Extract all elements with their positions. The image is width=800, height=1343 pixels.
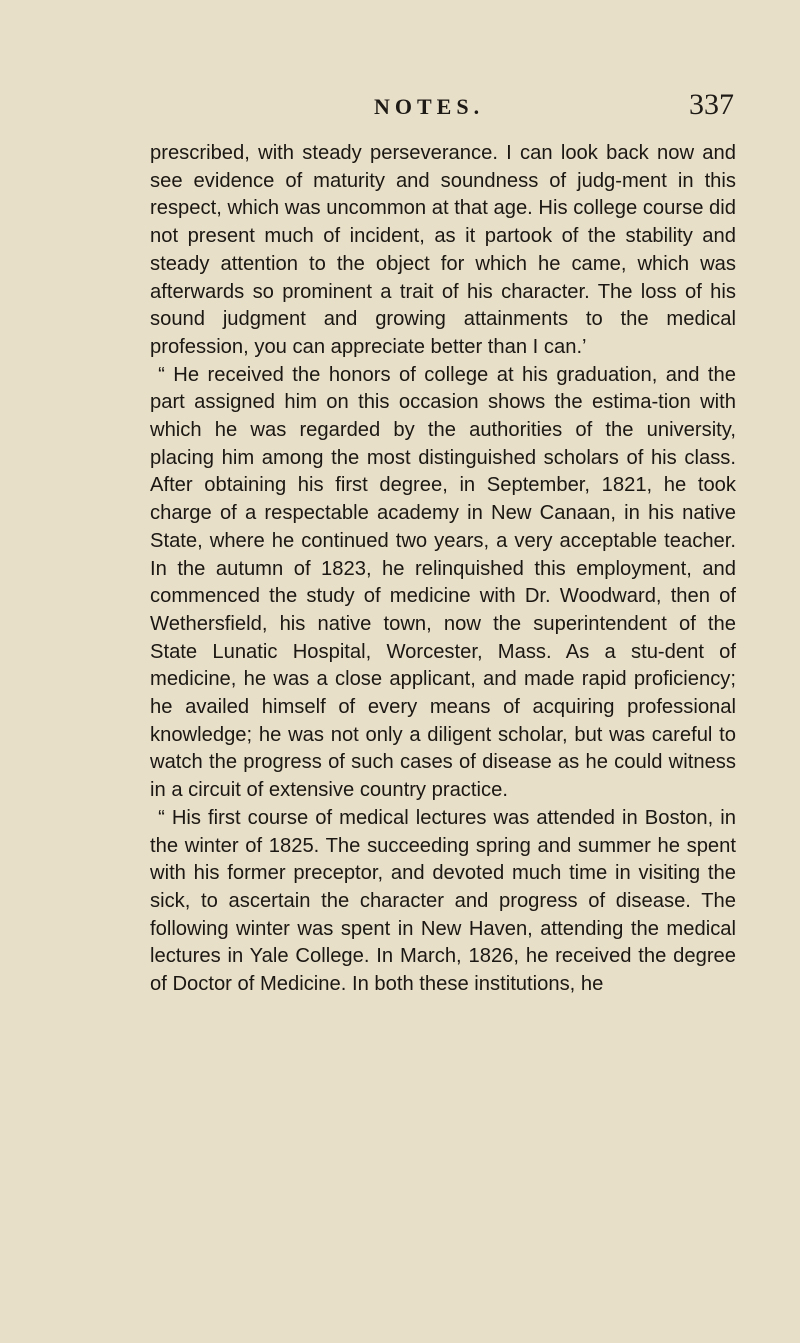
body-text [150,140,736,999]
running-title: NOTES. [374,94,485,119]
paragraph-graduation: “ He received the honors of college at his graduation, and the part assigned him on this occasion shows the estima-tion with which he was regarded by the authorities of the university, placing him among the most distinguished scholars of his class. After obtaining his first degree, in September, 1821, he took charge of a respectable academy in New Canaan, in his native State, where he continued two years, a very acceptable teacher. In the autumn of 1823, he relinquished this employment, and commenced the study of medicine with Dr. Woodward, then of Wethersfield, his native town, now the superintendent of the State Lunatic Hospital, Worcester, Mass. As a stu-dent of medicine, he was a close applicant, and made rapid proficiency; he availed himself of every means of acquiring professional knowledge; he was not only a diligent scholar, but was careful to watch the progress of such cases of disease as he could witness in a circuit of extensive country practice. [150,363,736,802]
page-header [148,88,734,128]
paragraph-continuation: prescribed, with steady perseverance. I can look back now and see evidence of maturity and soundness of judg-ment in this respect, which was uncommon at that age. His college course did not present much of incident, as it partook of the stability and steady attention to the object for which he came, which was afterwards so prominent a trait of his character. The loss of his sound judgment and growing attainments to the medical profession, you can appreciate better than I can.’ [150,142,736,358]
paragraph-medical-lectures: “ His first course of medical lectures was attended in Boston, in the winter of 1825. The succeeding spring and summer he spent with his former preceptor, and devoted much time in visiting the sick, to ascertain the character and progress of disease. The following winter was spent in New Haven, attending the medical lectures in Yale College. In March, 1826, he received the degree of Doctor of Medicine. In both these institutions, he [150,806,736,996]
page-number: 337 [689,88,734,121]
